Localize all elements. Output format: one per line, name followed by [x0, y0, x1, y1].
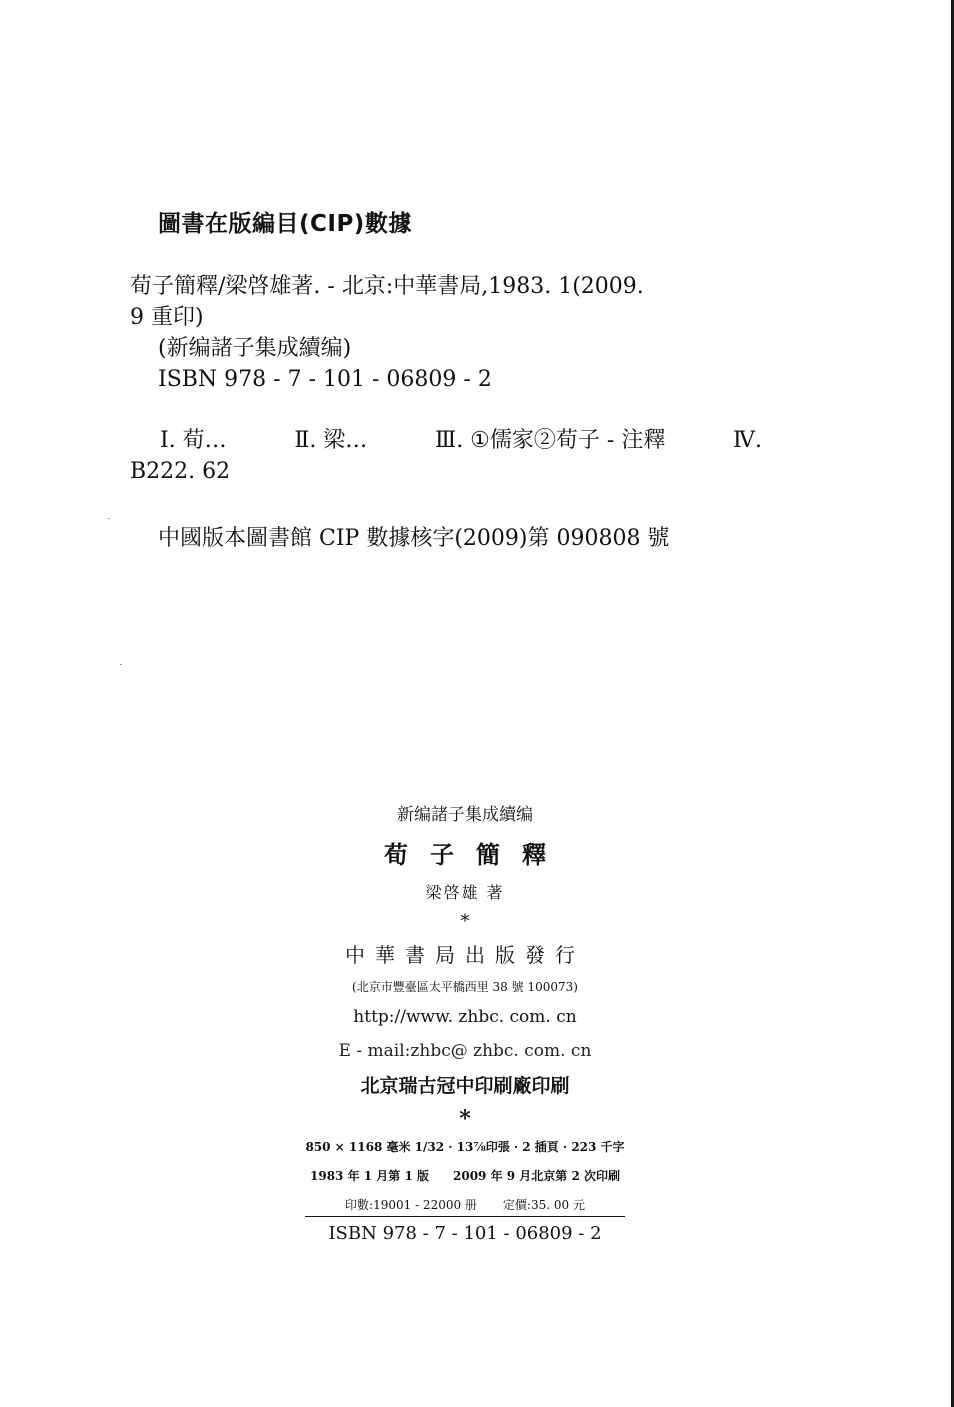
colophon-printing: 2009 年 9 月北京第 2 次印刷	[453, 1169, 620, 1183]
colophon-price: 定價:35. 00 元	[502, 1198, 585, 1212]
cip-isbn: ISBN 978 - 7 - 101 - 06809 - 2	[158, 367, 492, 392]
colophon-separator: *	[460, 911, 470, 932]
cip-block	[130, 205, 810, 554]
colophon-address: (北京市豐臺區太平橋西里 38 號 100073)	[352, 980, 578, 994]
cip-class-item: Ⅰ. 荀…	[160, 428, 227, 453]
colophon-series: 新编諸子集成續编	[397, 805, 533, 825]
colophon-author: 梁啓雄 著	[425, 883, 505, 902]
cip-bibliographic-line: 荀子簡釋/梁啓雄著. - 北京:中華書局,1983. 1(2009.	[130, 274, 644, 299]
scan-speck	[108, 518, 110, 519]
colophon-print-run-price	[305, 1196, 625, 1217]
cip-verification: 中國版本圖書館 CIP 數據核字(2009)第 090808 號	[158, 526, 670, 551]
cip-bibliographic-line-cont: 9 重印)	[130, 305, 204, 330]
scan-speck	[120, 664, 122, 665]
colophon-website: http://www. zhbc. com. cn	[353, 1007, 577, 1027]
colophon-block	[270, 800, 660, 1244]
colophon-editions	[270, 1167, 660, 1184]
colophon-first-edition: 1983 年 1 月第 1 版	[310, 1169, 429, 1183]
colophon-print-run: 印數:19001 - 22000 册	[345, 1198, 477, 1212]
colophon-isbn: ISBN 978 - 7 - 101 - 06809 - 2	[328, 1223, 602, 1244]
colophon-specs: 850 × 1168 毫米 1/32 · 13⅞印張 · 2 插頁 · 223 千字	[305, 1140, 625, 1154]
cip-class-item: Ⅱ. 梁…	[294, 428, 368, 453]
cip-class-item: Ⅳ.	[733, 428, 762, 453]
colophon-separator-2: *	[459, 1106, 471, 1132]
cip-title: 圖書在版編目(CIP)數據	[158, 211, 412, 237]
cip-class-item: Ⅲ. ①儒家②荀子 - 注釋	[434, 428, 666, 453]
colophon-book-title: 荀子簡釋	[384, 841, 568, 869]
cip-class-number: B222. 62	[130, 459, 231, 484]
cip-series: (新编諸子集成續编)	[158, 336, 352, 361]
colophon-email: E - mail:zhbc@ zhbc. com. cn	[338, 1041, 592, 1061]
colophon-printer: 北京瑞古冠中印刷廠印刷	[360, 1075, 570, 1097]
colophon-publisher: 中華書局出版發行	[345, 943, 585, 967]
cip-classification	[160, 425, 762, 456]
